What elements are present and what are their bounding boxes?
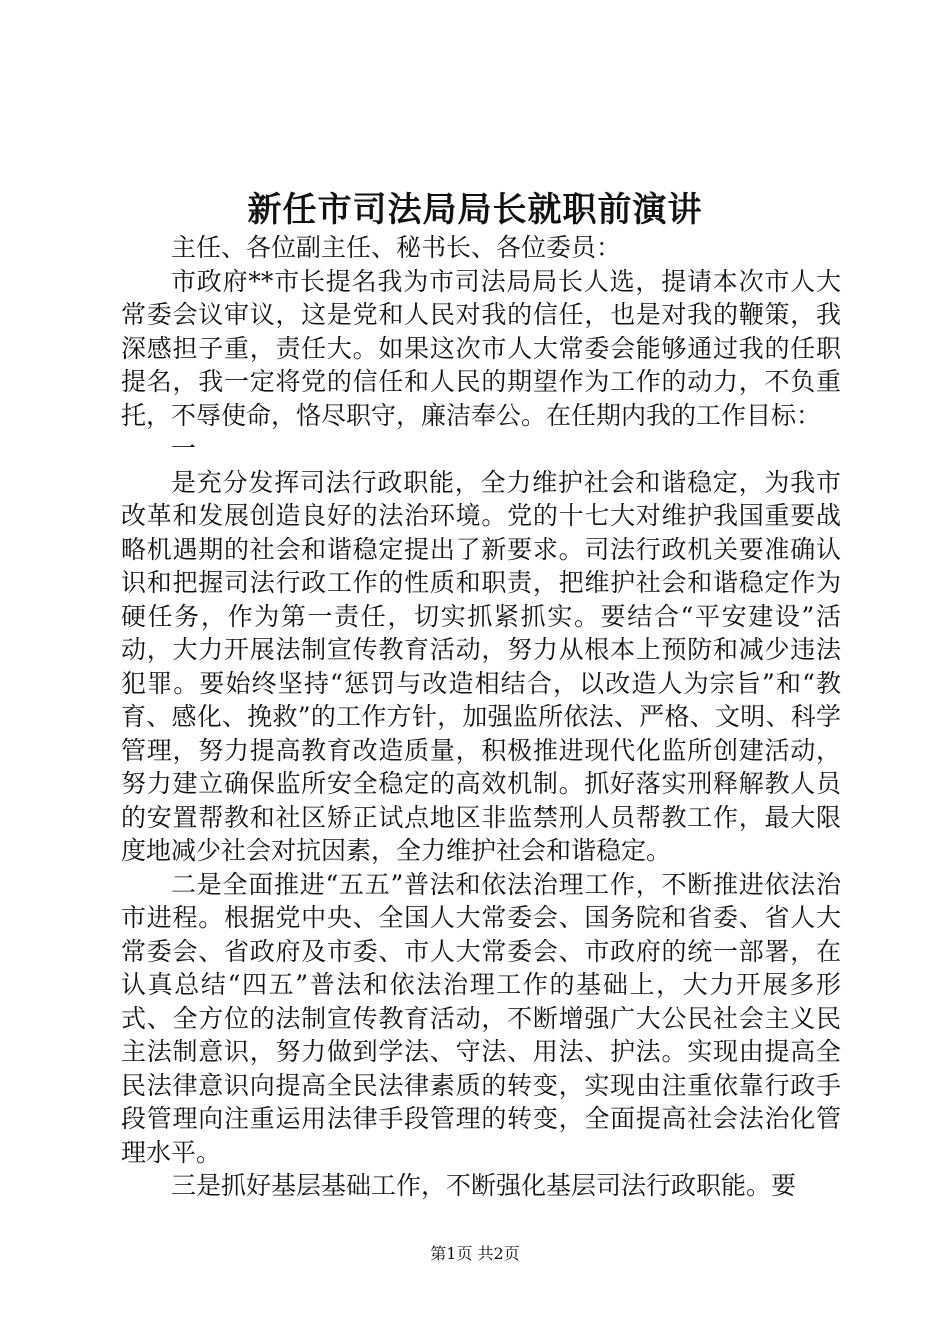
document-body <box>121 231 841 1203</box>
item-two-paragraph: 二是全面推进“五五”普法和依法治理工作，不断推进依法治市进程。根据党中央、全国人大常委会、国务院和省委、省人大常委会、省政府及市委、市人大常委会、市政府的统一部署，在认真总结“四五”普法和依法治理工作的基础上，大力开展多形式、全方位的法制宣传教育活动，不断增强广大公民社会主义民主法制意识，努力做到学法、守法、用法、护法。实现由提高全民法律意识向提高全民法律素质的转变，实现由注重依靠行政手段管理向注重运用法律手段管理的转变，全面提高社会法治化管理水平。 <box>121 869 841 1167</box>
item-one-paragraph: 是充分发挥司法行政职能，全力维护社会和谐稳定，为我市改革和发展创造良好的法治环境。党的十七大对维护我国重要战略机遇期的社会和谐稳定提出了新要求。司法行政机关要准确认识和把握司法行政工作的性质和职责，把维护社会和谐稳定作为硬任务，作为第一责任，切实抓紧抓实。要结合“平安建设”活动，大力开展法制宣传教育活动，努力从根本上预防和减少违法犯罪。要始终坚持“惩罚与改造相结合，以改造人为宗旨”和“教育、感化、挽救”的工作方针，加强监所依法、严格、文明、科学管理，努力提高教育改造质量，积极推进现代化监所创建活动，努力建立确保监所安全稳定的高效机制。抓好落实刑释解教人员的安置帮教和社区矫正试点地区非监禁刑人员帮教工作，最大限度地减少社会对抗因素，全力维护社会和谐稳定。 <box>121 467 841 865</box>
item-three-paragraph: 三是抓好基层基础工作，不断强化基层司法行政职能。要 <box>171 1171 797 1200</box>
page-number-footer: 第1页 共2页 <box>430 1244 520 1263</box>
salutation-paragraph: 主任、各位副主任、秘书长、各位委员： <box>171 233 622 262</box>
intro-paragraph: 市政府**市长提名我为市司法局局长人选，提请本次市人大常委会议审议，这是党和人民对我的信任，也是对我的鞭策，我深感担子重，责任大。如果这次市人大常委会能够通过我的任职提名，我一定将党的信任和人民的期望作为工作的动力，不负重托，不辱使命，恪尽职守，廉洁奉公。在任期内我的工作目标： <box>121 266 841 430</box>
document-title: 新任市司法局局长就职前演讲 <box>247 190 703 230</box>
item-one-marker: 一 <box>171 434 197 463</box>
